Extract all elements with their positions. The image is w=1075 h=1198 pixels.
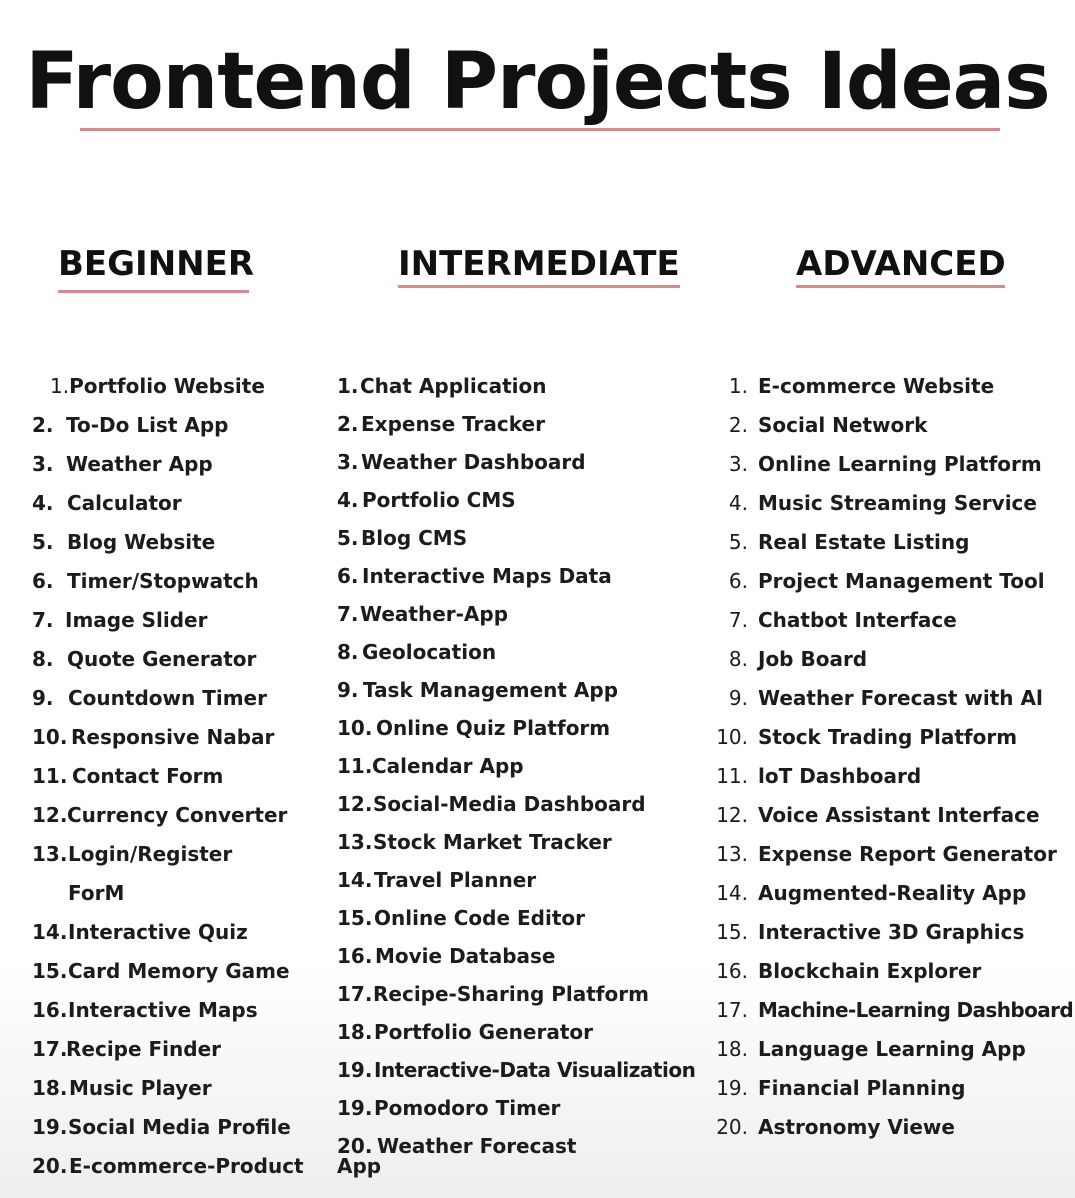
- list-item: 9. Task Management App: [337, 678, 619, 702]
- list-item: 2. Expense Tracker: [337, 412, 545, 436]
- list-item: 15. Interactive 3D Graphics: [716, 920, 1025, 944]
- list-item: 13.Stock Market Tracker: [337, 830, 612, 854]
- page-title: Frontend Projects Ideas: [25, 37, 1050, 127]
- list-item: 12.Social-Media Dashboard: [337, 792, 646, 816]
- list-item: 1.Portfolio Website: [50, 374, 265, 398]
- list-item: 3. Weather App: [32, 452, 213, 476]
- list-item: 14.Travel Planner: [337, 868, 537, 892]
- list-item: 11.Calendar App: [337, 754, 524, 778]
- list-item: 2. To-Do List App: [32, 413, 229, 437]
- list-item: 12. Voice Assistant Interface: [716, 803, 1040, 827]
- intermediate-heading-underline: [398, 285, 680, 288]
- list-item: 7. Image Slider: [32, 608, 208, 632]
- list-item: 15.Card Memory Game: [32, 959, 290, 983]
- list-item: 20. Weather Forecast: [337, 1134, 577, 1158]
- list-item: 20.E-commerce-Product: [32, 1154, 304, 1178]
- list-item: 6. Project Management Tool: [728, 569, 1045, 593]
- list-item: 19. Financial Planning: [716, 1076, 966, 1100]
- list-item: 11. loT Dashboard: [716, 764, 922, 788]
- list-item: 17. Machine-Learning Dashboard: [716, 998, 1074, 1022]
- list-item: 3. Online Learning Platform: [728, 452, 1042, 476]
- list-item: 9. Countdown Timer: [32, 686, 267, 710]
- list-item: 13.Login/Register: [32, 842, 233, 866]
- list-item: 5. Blog CMS: [337, 526, 468, 550]
- list-item: 5. Real Estate Listing: [728, 530, 970, 554]
- advanced-heading: ADVANCED: [796, 244, 1006, 284]
- title-underline: [80, 128, 1000, 131]
- list-item: 20. Astronomy Viewe: [716, 1115, 955, 1139]
- beginner-heading-underline: [58, 290, 249, 293]
- list-item: ForM: [68, 881, 125, 905]
- list-item: 19.Pomodoro Timer: [337, 1096, 561, 1120]
- list-item: 17.Recipe-Sharing Platform: [337, 982, 649, 1006]
- list-item: 14.Interactive Quiz: [32, 920, 248, 944]
- list-item: 12.Currency Converter: [32, 803, 288, 827]
- list-item: 8. Quote Generator: [32, 647, 257, 671]
- list-item: 3. Weather Dashboard: [337, 450, 586, 474]
- list-item: 7. Chatbot Interface: [728, 608, 957, 632]
- list-item: 11. Contact Form: [32, 764, 224, 788]
- list-item: 13. Expense Report Generator: [716, 842, 1057, 866]
- list-item: 19.Interactive-Data Visualization: [337, 1058, 696, 1082]
- list-item: 16. Blockchain Explorer: [716, 959, 982, 983]
- list-item: 2. Social Network: [728, 413, 928, 437]
- list-item: 18. Language Learning App: [716, 1037, 1026, 1061]
- list-item: 1. E-commerce Website: [728, 374, 995, 398]
- list-item: 10. Responsive Nabar: [32, 725, 275, 749]
- intermediate-heading: INTERMEDIATE: [398, 244, 680, 284]
- list-item: 4. Portfolio CMS: [337, 488, 516, 512]
- list-item: 19.Social Media Profile: [32, 1115, 291, 1139]
- beginner-heading: BEGINNER: [58, 244, 255, 284]
- list-item: 10. Stock Trading Platform: [716, 725, 1018, 749]
- list-item: 18.Portfolio Generator: [337, 1020, 593, 1044]
- list-item: 4. Calculator: [32, 491, 182, 515]
- list-item: 1.Chat Application: [337, 374, 547, 398]
- list-item: 18.Music Player: [32, 1076, 212, 1100]
- list-item: App: [337, 1154, 382, 1178]
- advanced-heading-underline: [796, 285, 1005, 288]
- list-item: 7.Weather-App: [337, 602, 509, 626]
- list-item: 9. Weather Forecast with Al: [728, 686, 1043, 710]
- list-item: 10. Online Quiz Platform: [337, 716, 611, 740]
- list-item: 6. Interactive Maps Data: [337, 564, 612, 588]
- list-item: 5. Blog Website: [32, 530, 216, 554]
- list-item: 16.Interactive Maps: [32, 998, 258, 1022]
- list-item: 15.Online Code Editor: [337, 906, 585, 930]
- list-item: 4. Music Streaming Service: [728, 491, 1037, 515]
- list-item: 8. Job Board: [728, 647, 868, 671]
- list-item: 16. Movie Database: [337, 944, 556, 968]
- list-item: 8. Geolocation: [337, 640, 497, 664]
- list-item: 17.Recipe Finder: [32, 1037, 222, 1061]
- list-item: 6. Timer/Stopwatch: [32, 569, 259, 593]
- list-item: 14. Augmented-Reality App: [716, 881, 1027, 905]
